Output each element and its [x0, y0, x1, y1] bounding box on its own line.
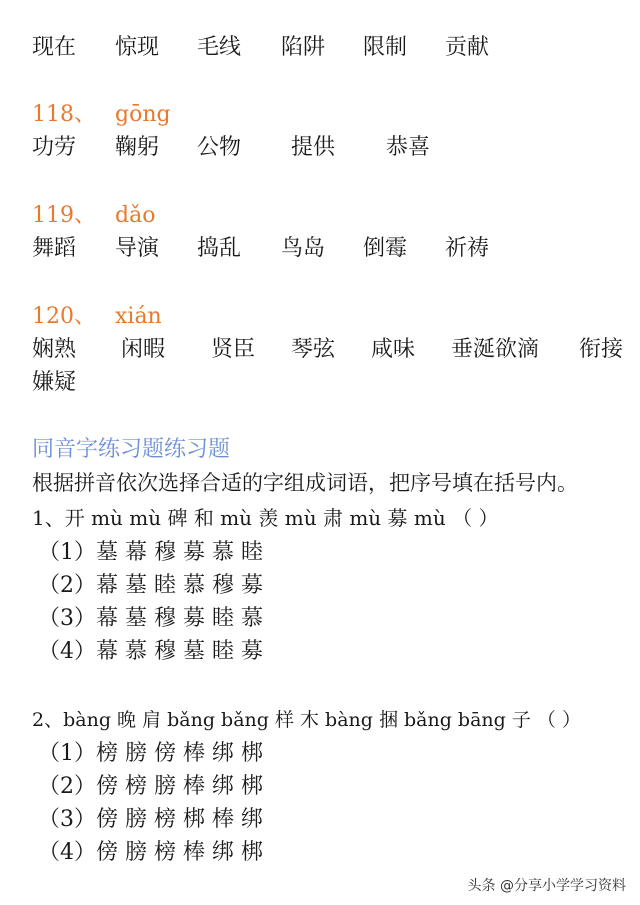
word: 惊现 — [115, 35, 160, 60]
question-1-option: （1）墓 幕 穆 募 慕 睦 — [38, 540, 263, 565]
word: 垂涎欲滴 — [451, 337, 540, 362]
question-2-option: （2）傍 榜 膀 棒 绑 梆 — [38, 774, 263, 799]
word: 陷阱 — [281, 35, 326, 60]
question-2-option: （4）傍 膀 榜 棒 绑 梆 — [38, 840, 263, 865]
word: 闲暇 — [121, 337, 166, 362]
group-pinyin: gōng — [115, 102, 171, 127]
group-number: 118、 — [32, 102, 96, 127]
question-2-stem: 2、bàng 晚 肩 bǎng bǎng 样 木 bàng 捆 bǎng bāng 子 （ ） — [32, 709, 581, 731]
word: 毛线 — [197, 35, 242, 60]
word: 贤臣 — [211, 337, 256, 362]
word: 公物 — [197, 135, 242, 160]
group-pinyin: dǎo — [115, 203, 156, 228]
word: 舞蹈 — [32, 236, 77, 261]
word: 导演 — [115, 236, 160, 261]
question-1-option: （4）幕 慕 穆 墓 睦 募 — [38, 639, 263, 664]
word: 嫌疑 — [32, 370, 77, 395]
question-1-option: （2）幕 墓 睦 慕 穆 募 — [38, 573, 263, 598]
word: 咸味 — [371, 337, 416, 362]
word: 鞠躬 — [115, 135, 160, 160]
instruction: 根据拼音依次选择合适的字组成词语，把序号填在括号内。 — [32, 471, 578, 495]
question-1-option: （3）幕 墓 穆 募 睦 慕 — [38, 606, 263, 631]
question-1-stem: 1、开 mù mù 碑 和 mù 羡 mù 肃 mù 募 mù （ ） — [32, 506, 499, 530]
word: 倒霉 — [363, 236, 408, 261]
word: 提供 — [291, 135, 336, 160]
group-number: 120、 — [32, 304, 96, 329]
word: 衔接 — [579, 337, 624, 362]
question-2-option: （1）榜 膀 傍 棒 绑 梆 — [38, 741, 263, 766]
watermark: 头条 @分享小学学习资料 — [467, 878, 626, 894]
section-title: 同音字练习题练习题 — [32, 437, 231, 462]
word: 捣乱 — [197, 236, 242, 261]
group-number: 119、 — [32, 203, 96, 228]
word: 贡献 — [445, 35, 490, 60]
word: 现在 — [32, 35, 77, 60]
question-2-option: （3）傍 膀 榜 梆 棒 绑 — [38, 807, 263, 832]
group-pinyin: xián — [115, 304, 162, 329]
word: 祈祷 — [445, 236, 490, 261]
word: 限制 — [363, 35, 408, 60]
word: 琴弦 — [291, 337, 336, 362]
word: 恭喜 — [386, 135, 431, 160]
word: 鸟岛 — [281, 236, 326, 261]
word: 功劳 — [32, 135, 77, 160]
word: 娴熟 — [32, 337, 77, 362]
